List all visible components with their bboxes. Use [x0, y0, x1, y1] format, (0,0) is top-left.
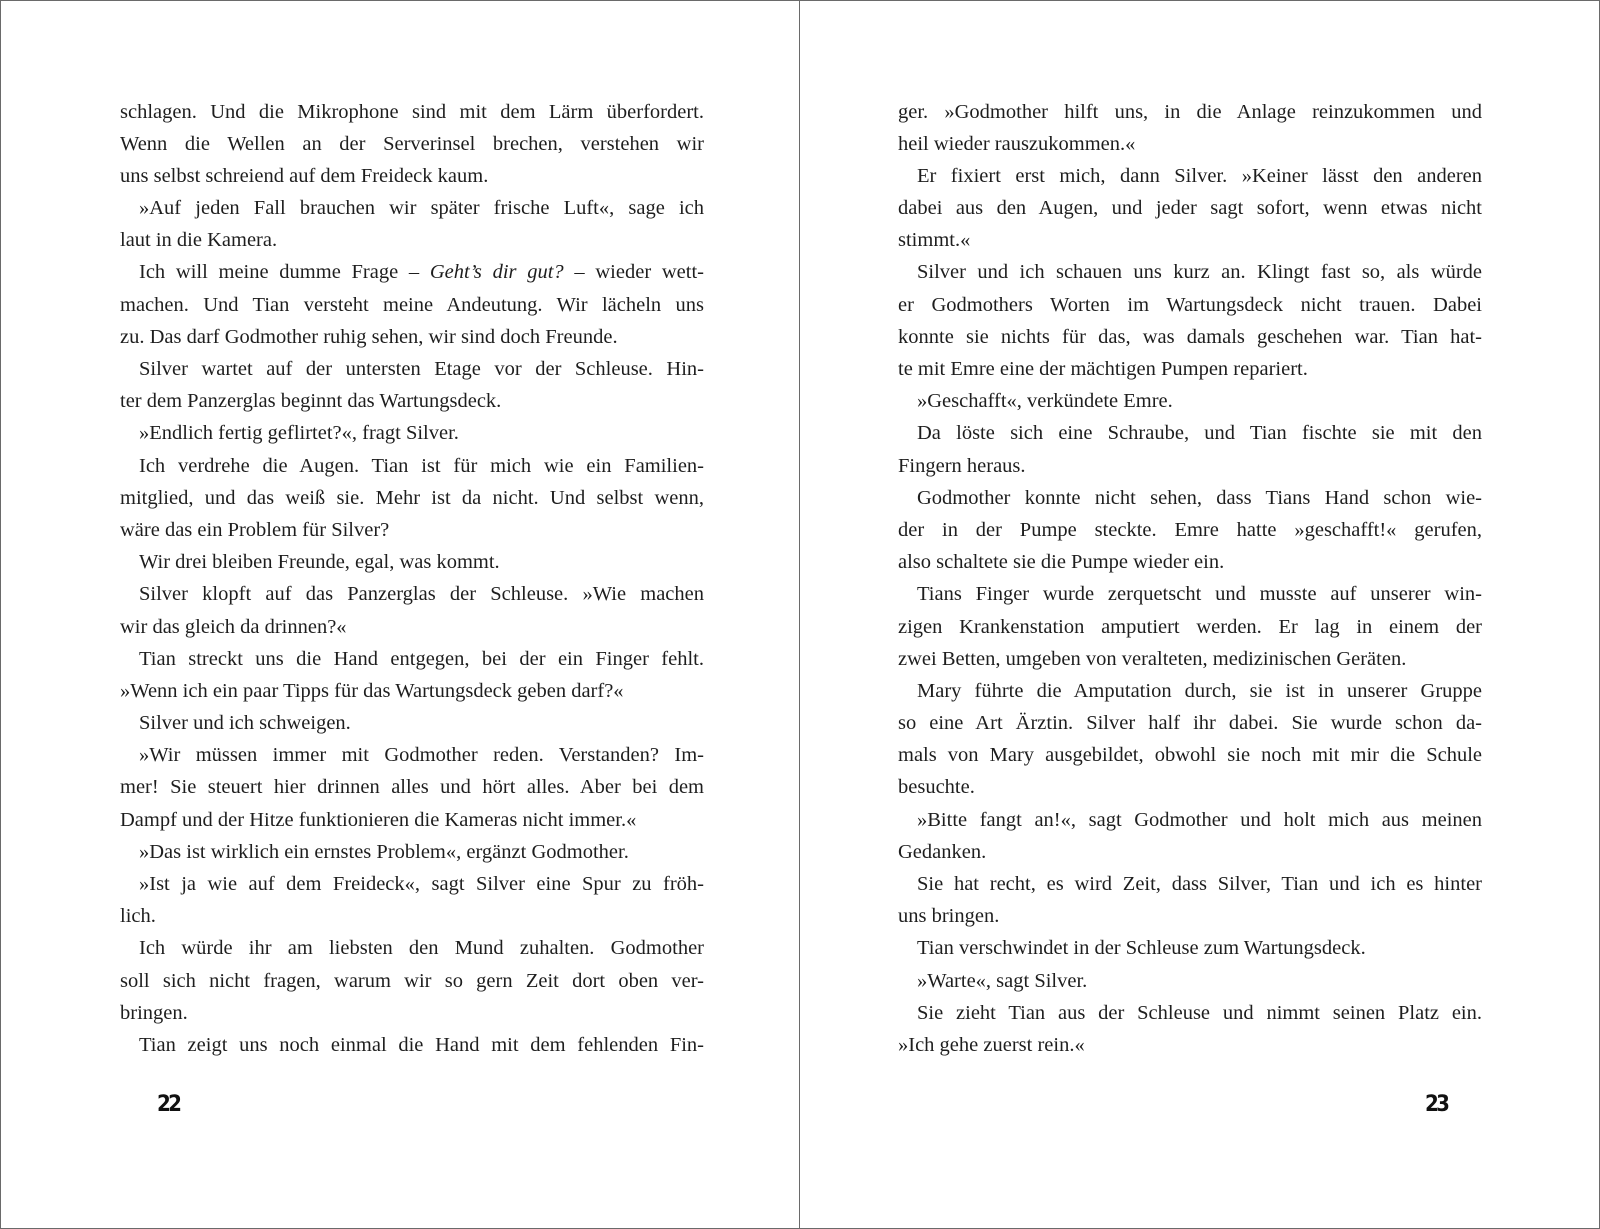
- text-line: konnte sie nichts für das, was damals geschehen war. Tian hat-: [898, 325, 1482, 348]
- text-line: Silver klopft auf das Panzerglas der Schleuse. »Wie machen: [139, 583, 704, 606]
- text-line: Ich verdrehe die Augen. Tian ist für mich wie ein Familien-: [139, 454, 704, 477]
- text-line: »Wir müssen immer mit Godmother reden. Verstanden? Im-: [139, 744, 704, 767]
- text-line: »Das ist wirklich ein ernstes Problem«, ergänzt Godmother.: [139, 840, 629, 863]
- text-line: Silver und ich schauen uns kurz an. Klingt fast so, als würde: [917, 261, 1482, 284]
- text-line: mitglied, und das weiß sie. Mehr ist da nicht. Und selbst wenn,: [120, 486, 704, 509]
- text-line: bringen.: [120, 1001, 188, 1024]
- text-line: er Godmothers Worten im Wartungsdeck nicht trauen. Dabei: [898, 293, 1482, 316]
- text-line: uns bringen.: [898, 905, 1000, 928]
- text-line: Fingern heraus.: [898, 454, 1026, 477]
- text-line: Wir drei bleiben Freunde, egal, was kommt.: [139, 551, 500, 574]
- text-line: heil wieder rauszukommen.«: [898, 132, 1136, 155]
- right-page-body-text: [898, 96, 1482, 1062]
- text-line: »Auf jeden Fall brauchen wir später frische Luft«, sage ich: [139, 197, 704, 220]
- text-line: Sie zieht Tian aus der Schleuse und nimmt seinen Platz ein.: [917, 1001, 1482, 1024]
- text-line: machen. Und Tian versteht meine Andeutung. Wir lächeln uns: [120, 293, 704, 316]
- text-line: stimmt.«: [898, 229, 971, 252]
- text-line: Ich würde ihr am liebsten den Mund zuhalten. Godmother: [139, 937, 704, 960]
- text-line: der in der Pumpe steckte. Emre hatte »geschafft!« gerufen,: [898, 518, 1482, 541]
- text-line: Tians Finger wurde zerquetscht und musste auf unserer win-: [917, 583, 1482, 606]
- text-line: Er fixiert erst mich, dann Silver. »Keiner lässt den anderen: [917, 164, 1482, 187]
- text-line: Ich will meine dumme Frage – Geht’s dir gut? – wieder wett-: [139, 261, 704, 284]
- text-line: Godmother konnte nicht sehen, dass Tians Hand schon wie-: [917, 486, 1482, 509]
- text-line: zigen Krankenstation amputiert werden. Er lag in einem der: [898, 615, 1482, 638]
- left-page-body-text: [120, 96, 704, 1062]
- text-line: wäre das ein Problem für Silver?: [120, 518, 390, 541]
- text-line: dabei aus den Augen, und jeder sagt sofort, wenn etwas nicht: [898, 197, 1482, 220]
- text-line: Tian streckt uns die Hand entgegen, bei der ein Finger fehlt.: [139, 647, 704, 670]
- text-line: Sie hat recht, es wird Zeit, dass Silver, Tian und ich es hinter: [917, 873, 1482, 895]
- text-line: uns selbst schreiend auf dem Freideck kaum.: [120, 164, 489, 187]
- text-line: zu. Das darf Godmother ruhig sehen, wir sind doch Freunde.: [120, 325, 618, 348]
- text-line: ger. »Godmother hilft uns, in die Anlage reinzukommen und: [898, 100, 1482, 123]
- text-line: te mit Emre eine der mächtigen Pumpen repariert.: [898, 358, 1308, 380]
- text-line: schlagen. Und die Mikrophone sind mit dem Lärm überfordert.: [120, 100, 704, 123]
- text-line: Silver und ich schweigen.: [139, 712, 351, 735]
- text-line: »Bitte fangt an!«, sagt Godmother und holt mich aus meinen: [917, 808, 1482, 831]
- text-line: mals von Mary ausgebildet, obwohl sie noch mit mir die Schule: [898, 744, 1482, 767]
- text-line: »Ist ja wie auf dem Freideck«, sagt Silver eine Spur zu fröh-: [139, 873, 704, 895]
- text-line: Mary führte die Amputation durch, sie ist in unserer Gruppe: [917, 679, 1482, 702]
- text-line: so eine Art Ärztin. Silver half ihr dabei. Sie wurde schon da-: [898, 712, 1482, 735]
- text-line: »Warte«, sagt Silver.: [917, 969, 1088, 992]
- text-line: Silver wartet auf der untersten Etage vor der Schleuse. Hin-: [139, 358, 704, 380]
- text-line: soll sich nicht fragen, warum wir so gern Zeit dort oben ver-: [120, 969, 704, 992]
- left-page-number: 22: [157, 1092, 180, 1117]
- text-line: »Geschafft«, verkündete Emre.: [917, 390, 1173, 413]
- text-line: Wenn die Wellen an der Serverinsel brechen, verstehen wir: [120, 132, 704, 155]
- text-line: lich.: [120, 905, 156, 928]
- right-page: [800, 0, 1599, 1229]
- text-line: mer! Sie steuert hier drinnen alles und hört alles. Aber bei dem: [120, 776, 704, 799]
- text-line: laut in die Kamera.: [120, 229, 278, 252]
- text-line: ter dem Panzerglas beginnt das Wartungsdeck.: [120, 390, 502, 413]
- text-line: Gedanken.: [898, 840, 987, 863]
- text-line: wir das gleich da drinnen?«: [120, 615, 347, 638]
- text-line: Tian verschwindet in der Schleuse zum Wartungsdeck.: [917, 937, 1366, 960]
- text-line: also schaltete sie die Pumpe wieder ein.: [898, 551, 1225, 574]
- text-line: zwei Betten, umgeben von veralteten, medizinischen Geräten.: [898, 647, 1407, 670]
- text-line: Dampf und der Hitze funktionieren die Kameras nicht immer.«: [120, 808, 637, 831]
- text-line: Tian zeigt uns noch einmal die Hand mit dem fehlenden Fin-: [139, 1033, 704, 1056]
- text-line: Da löste sich eine Schraube, und Tian fischte sie mit den: [917, 422, 1482, 445]
- text-line: besuchte.: [898, 776, 975, 799]
- text-line: »Ich gehe zuerst rein.«: [898, 1033, 1085, 1056]
- text-line: »Endlich fertig geflirtet?«, fragt Silver.: [139, 422, 459, 445]
- right-page-number: 23: [1425, 1092, 1448, 1117]
- text-line: »Wenn ich ein paar Tipps für das Wartungsdeck geben darf?«: [120, 679, 624, 702]
- left-page: [0, 0, 799, 1229]
